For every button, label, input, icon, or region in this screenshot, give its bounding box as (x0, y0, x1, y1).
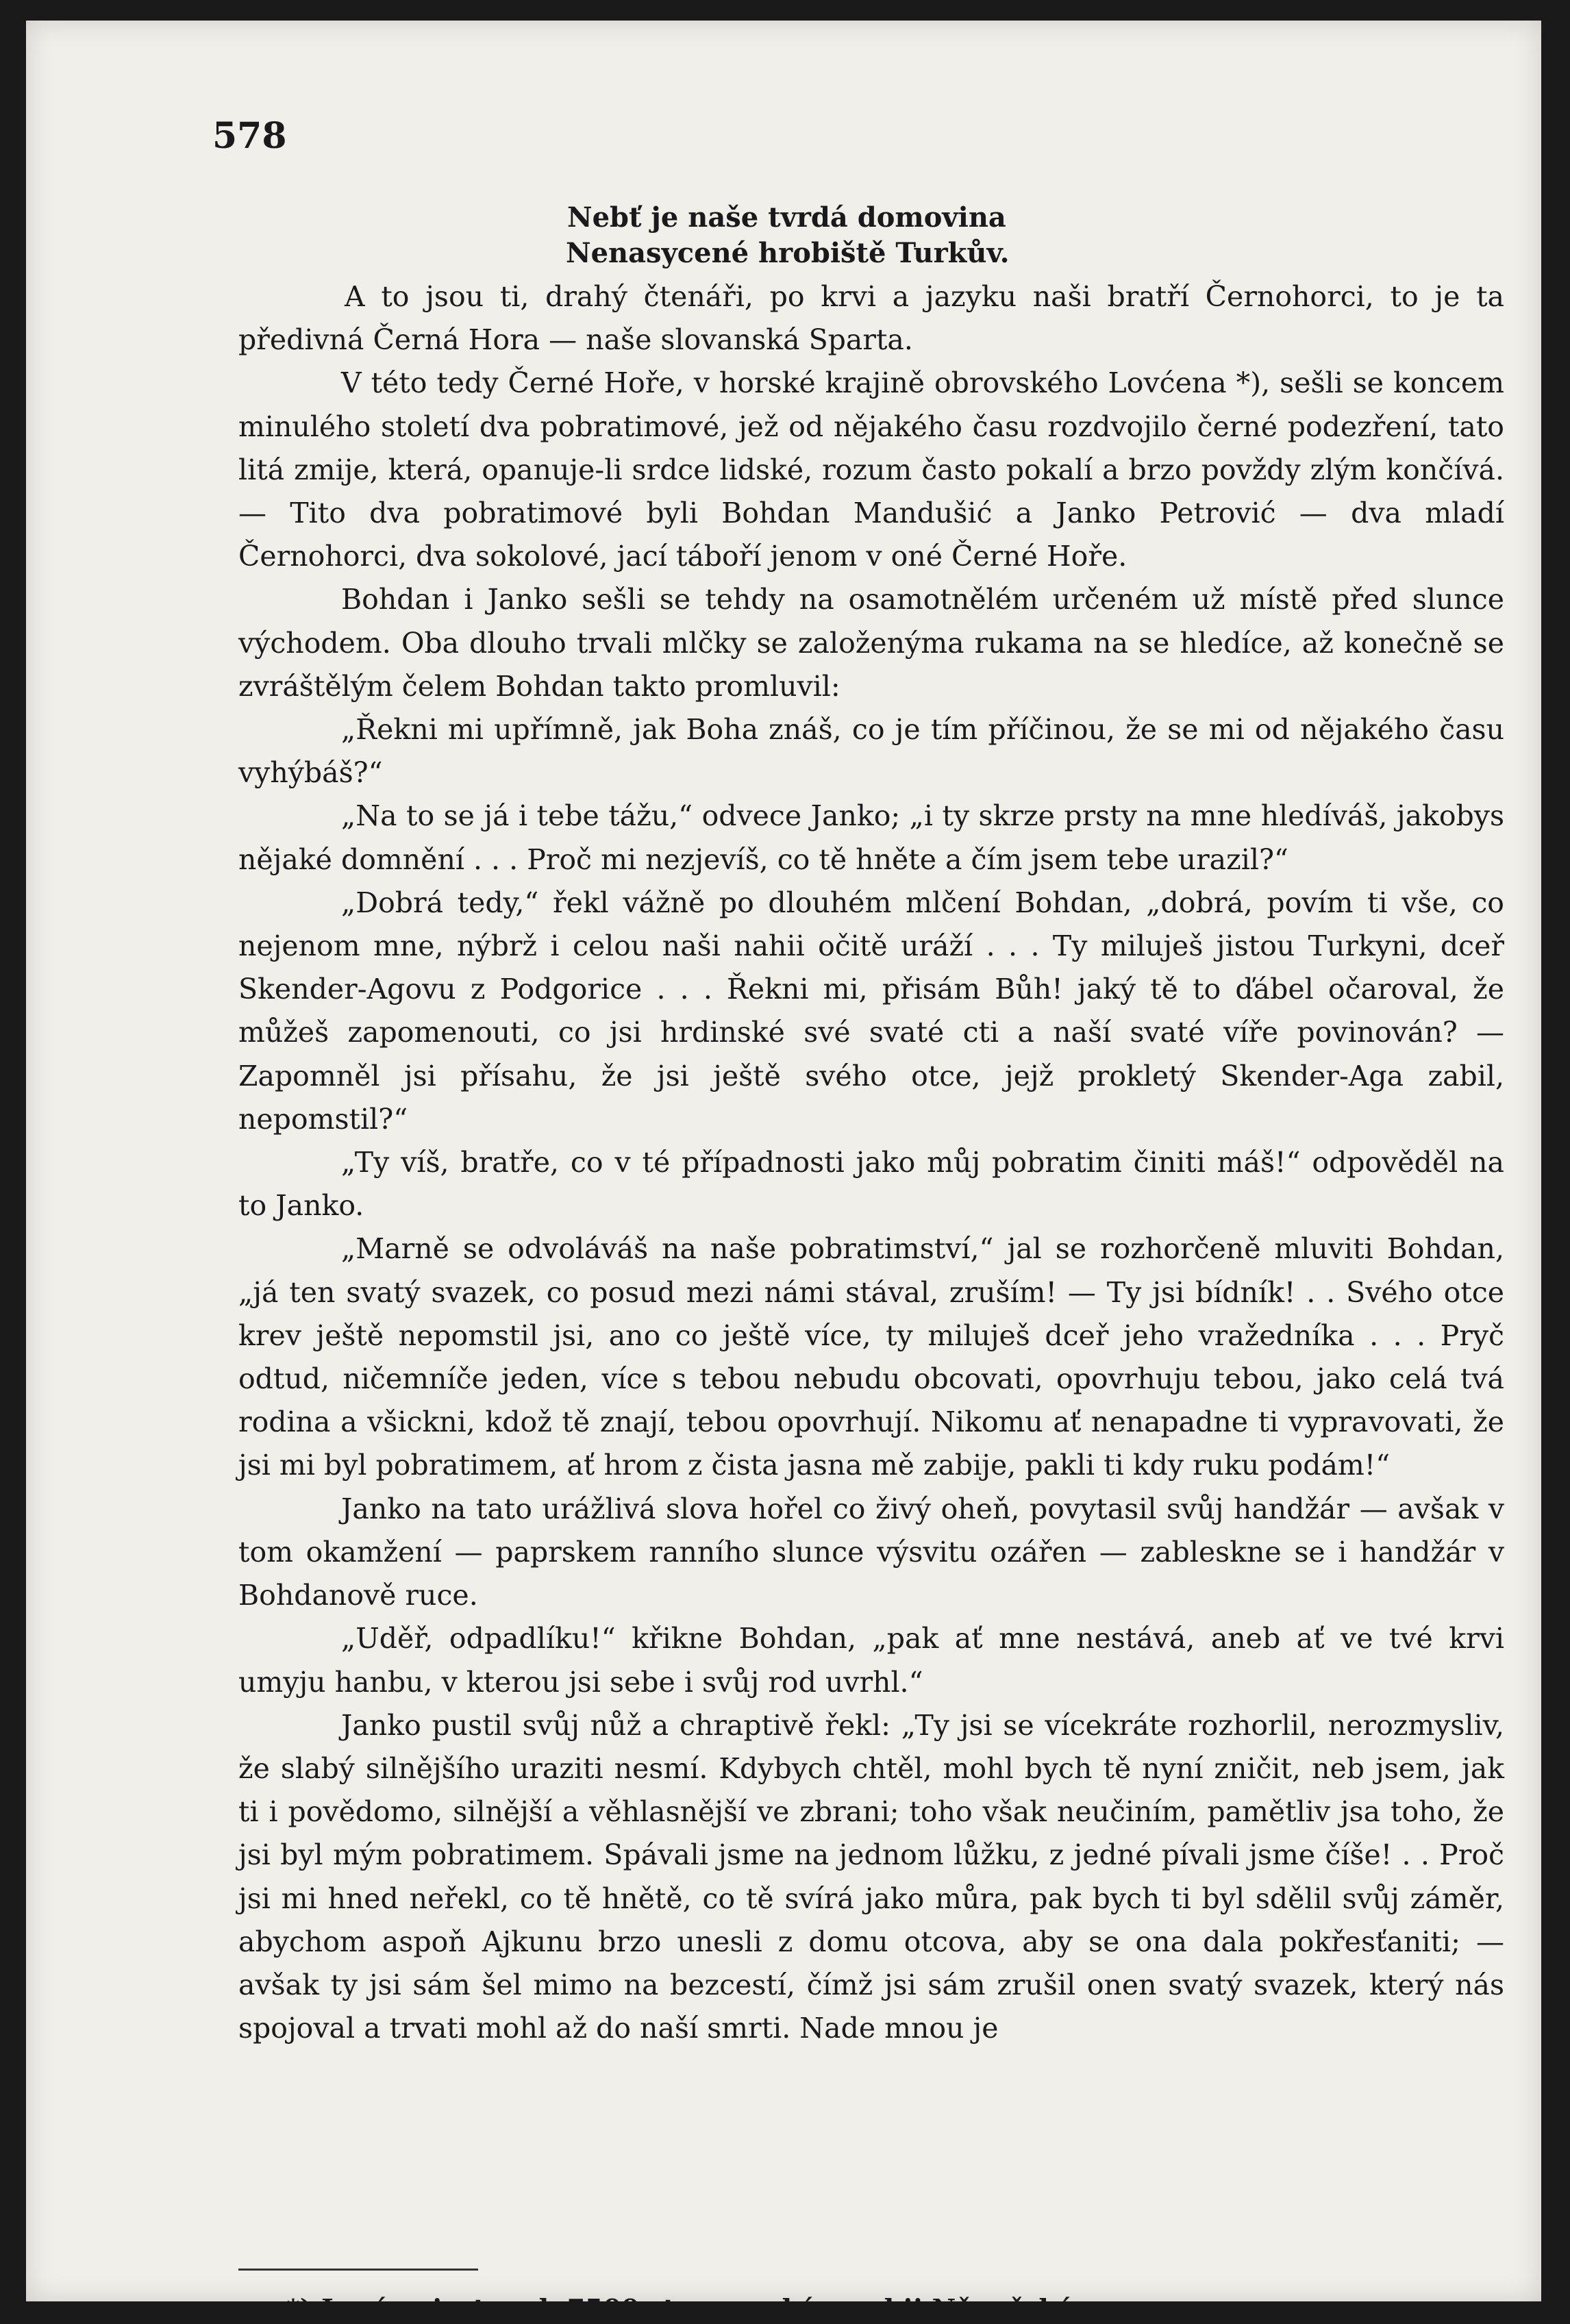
paragraph: „Uděř, odpadlíku!“ křikne Bohdan, „pak ať mne nestává, aneb ať ve tvé krvi umyju hanbu, v kterou jsi sebe i svůj rod uvrhl.“ (238, 1622, 1504, 1699)
footnote: *) Lovćen jest vrch 7500 stop vysoký v nahii Něgušské. (286, 2293, 1083, 2324)
paragraph: „Řekni mi upřímně, jak Boha znáš, co je tím příčinou, že se mi od nějakého času vyhýbáš?“ (238, 713, 1504, 790)
paragraph: „Na to se já i tebe tážu,“ odvece Janko; „i ty skrze prsty na mne hledíváš, jakobys nějaké domnění . . . Proč mi nezjevíš, co tě hněte a čím jsem tebe urazil?“ (238, 799, 1504, 876)
footnote-divider (238, 2269, 478, 2271)
paragraph: „Marně se odvoláváš na naše pobratimství,“ jal se rozhorčeně mluviti Bohdan, „já ten svatý svazek, co posud mezi námi stával, zruším! — Ty jsi bídník! . . Svého otce krev ještě nepomstil jsi, ano co ještě více, ty miluješ dceř jeho vražedníka . . . Pryč odtud, ničemníče jeden, více s tebou nebudu obcovati, opovrhuju tebou, jako celá tvá rodina a všickni, kdož tě znají, tebou opovrhují. Nikomu ať nenapadne ti vypravovati, že jsi mi byl pobratimem, ať hrom z čista jasna mě zabije, pakli ti kdy ruku podám!“ (238, 1232, 1504, 1482)
paragraph: „Dobrá tedy,“ řekl vážně po dlouhém mlčení Bohdan, „dobrá, povím ti vše, co nejenom mne, nýbrž i celou naši nahii očitě uráží . . . Ty miluješ jistou Turkyni, dceř Skender-Agovu z Podgorice . . . Řekni mi, přisám Bůh! jaký tě to ďábel očaroval, že můžeš zapomenouti, co jsi hrdinské své svaté cti a naší svaté víře povinován? — Zapomněl jsi přísahu, že jsi ještě svého otce, jejž prokletý Skender-Aga zabil, nepomstil?“ (238, 886, 1504, 1136)
paragraph: „Ty víš, bratře, co v té případnosti jako můj pobratim činiti máš!“ odpověděl na to Janko. (238, 1146, 1504, 1223)
book-page (26, 21, 1541, 2324)
paragraph: A to jsou ti, drahý čtenáři, po krvi a jazyku naši bratří Černohorci, to je ta předivná Černá Hora — naše slovanská Sparta. (238, 280, 1504, 357)
verse-couplet (567, 200, 1115, 271)
paragraph: Bohdan i Janko sešli se tehdy na osamotnělém určeném už místě před slunce východem. Oba dlouho trvali mlčky se založenýma rukama na se hledíce, až konečně se zvráštělým čelem Bohdan takto promluvil: (238, 583, 1504, 703)
verse-line: Nebť je naše tvrdá domovina (567, 201, 1006, 234)
verse-line: Nenasycené hrobiště Turkův. (566, 237, 1010, 269)
paragraph: V této tedy Černé Hoře, v horské krajině obrovského Lovćena *), sešli se koncem minulého století dva pobratimové, jež od nějakého času rozdvojilo černé podezření, tato litá zmije, která, opanuje-li srdce lidské, rozum často pokalí a brzo povždy zlým končívá. — Tito dva pobratimové byli Bohdan Mandušić a Janko Petrović — dva mladí Černohorci, dva sokolové, jací táboří jenom v oné Černé Hoře. (238, 366, 1504, 573)
page-number: 578 (212, 115, 287, 157)
body-text (238, 275, 1504, 2050)
paragraph: Janko pustil svůj nůž a chraptivě řekl: „Ty jsi se vícekráte rozhorlil, nerozmysliv, že slabý silnějšího uraziti nesmí. Kdybych chtěl, mohl bych tě nyní zničit, neb jsem, jak ti i povědomo, silnější a věhlasnější ve zbrani; toho však neučiním, pamětliv jsa toho, že jsi byl mým pobratimem. Spávali jsme na jednom lůžku, z jedné pívali jsme číše! . . Proč jsi mi hned neřekl, co tě hnětě, co tě svírá jako můra, pak bych ti byl sdělil svůj záměr, abychom aspoň Ajkunu brzo unesli z domu otcova, aby se ona dala pokřesťaniti; — avšak ty jsi sám šel mimo na bezcestí, čímž jsi sám zrušil onen svatý svazek, který nás spojoval a trvati mohl až do naší smrti. Nade mnou je (238, 1708, 1504, 2045)
paragraph: Janko na tato urážlivá slova hořel co živý oheň, povytasil svůj handžár — avšak v tom okamžení — paprskem ranního slunce výsvitu ozářen — zablesknе se i handžár v Bohdanově ruce. (238, 1492, 1504, 1612)
